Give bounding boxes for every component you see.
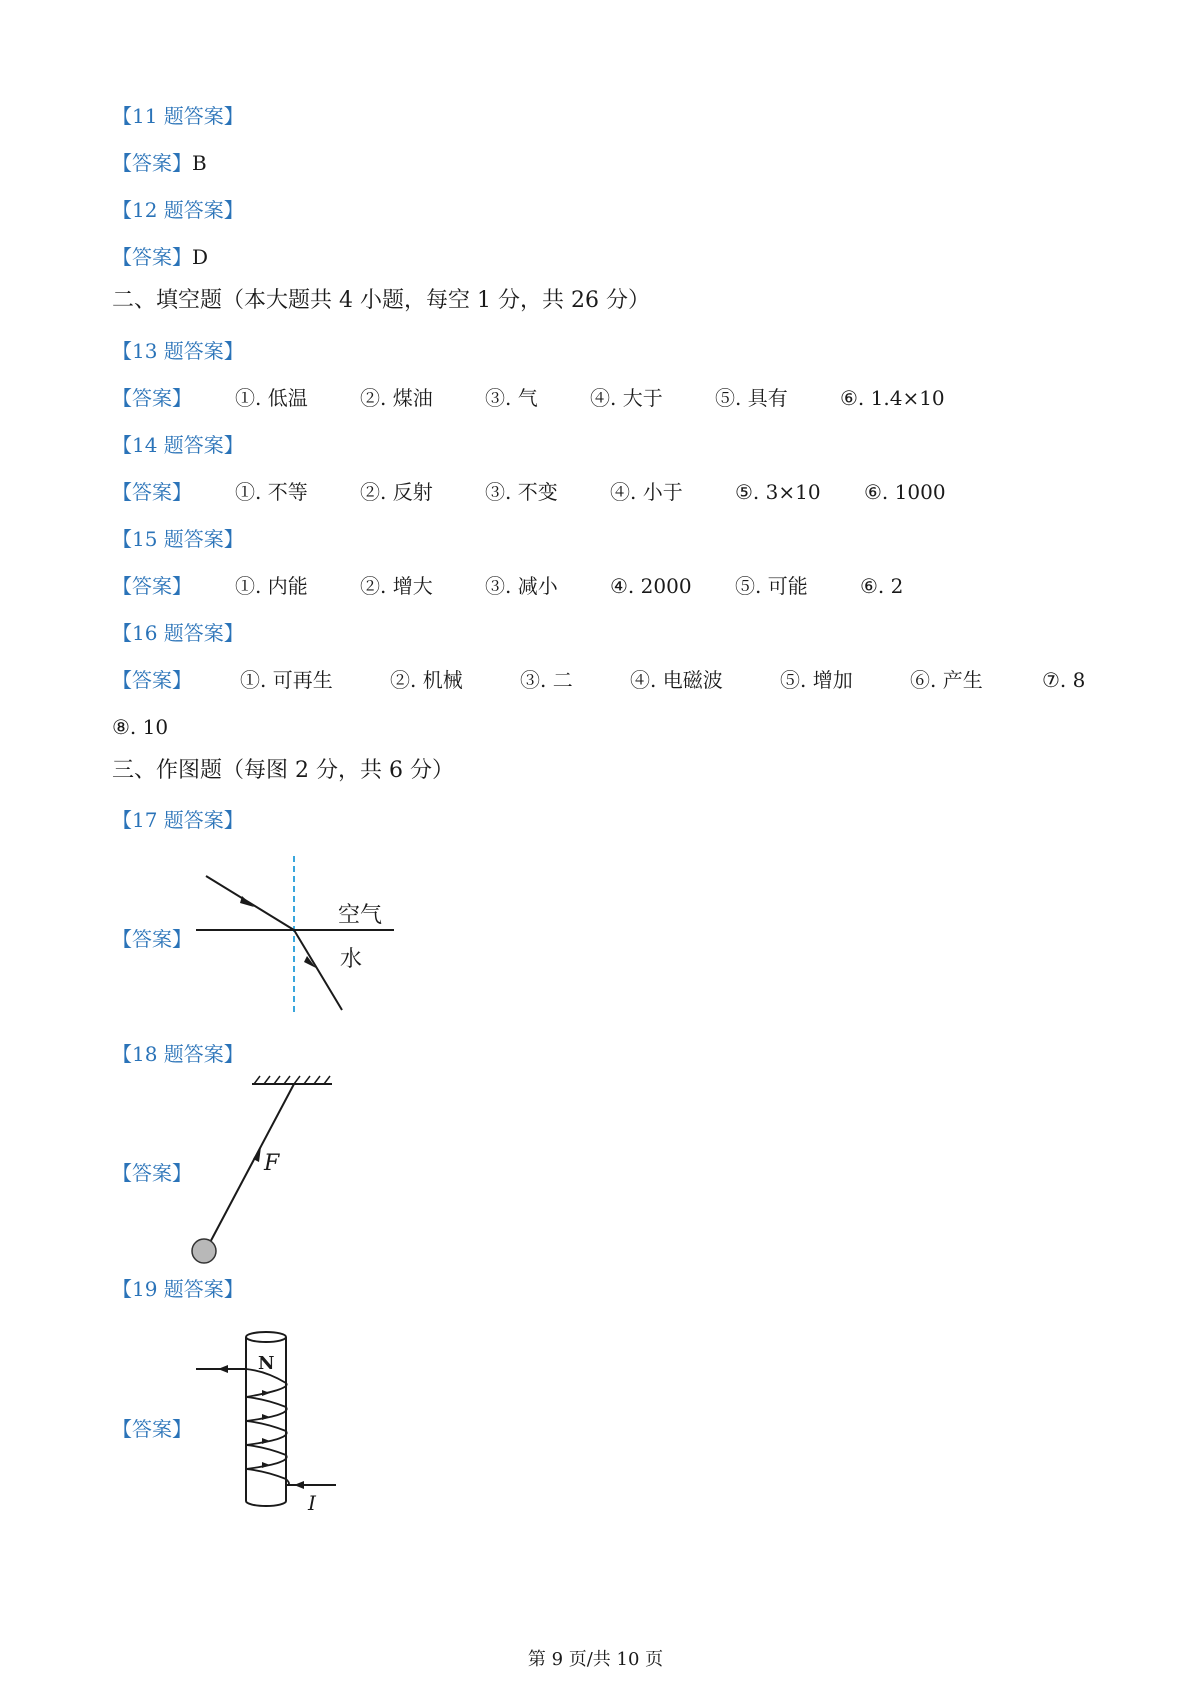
q16-header: 【16 题答案】 [112,621,244,645]
blank-answer: ②. 增大 [360,574,433,598]
air-label: 空气 [338,903,383,928]
blank-answer: ③. 不变 [485,480,558,504]
q14-header: 【14 题答案】 [112,433,244,457]
solenoid-diagram [190,1325,350,1515]
force-label: F [264,1151,280,1176]
blank-answer: ③. 二 [520,668,573,692]
refracted-ray [294,930,342,1010]
current-in-arrow [294,1481,304,1489]
core-bottom [246,1501,286,1506]
q12-header: 【12 题答案】 [112,198,244,222]
answer-value: B [192,151,207,175]
blank-answer: ①. 低温 [235,386,308,410]
blank-answer: ⑥. 1.4×10 [840,386,945,410]
coil-windings [246,1369,289,1485]
blank-answer: ⑤. 可能 [735,574,808,598]
q14-answer-row [112,478,1112,506]
q18-header: 【18 题答案】 [112,1042,244,1066]
answer-label: 【答案】 [112,574,192,598]
q19-header: 【19 题答案】 [112,1277,244,1301]
blank-answer: ③. 气 [485,386,538,410]
section-3-title: 三、作图题（每图 2 分，共 6 分） [112,758,454,783]
q17-header: 【17 题答案】 [112,808,244,832]
blank-answer: ①. 不等 [235,480,308,504]
q16-answer-row [112,666,1112,694]
core-top [246,1332,286,1342]
answer-label: 【答案】 [112,151,192,175]
blank-answer: ④. 小于 [610,480,683,504]
ball [192,1239,216,1263]
blank-answer: ④. 电磁波 [630,668,723,692]
current-out-arrow [218,1365,228,1373]
blank-answer: ④. 大于 [590,386,663,410]
answer-label: 【答案】 [112,668,192,692]
blank-answer: ①. 内能 [235,574,308,598]
blank-answer: ②. 反射 [360,480,433,504]
blank-answer: ②. 煤油 [360,386,433,410]
string-force-line [206,1084,294,1250]
answer-label: 【答案】 [112,386,192,410]
q13-answer-row [112,384,1112,412]
q15-header: 【15 题答案】 [112,527,244,551]
q12-answer-row [112,243,208,271]
north-pole-label: N [258,1353,275,1374]
blank-answer: ⑤. 具有 [715,386,788,410]
blank-answer: ⑥. 2 [860,574,904,598]
answer-value: D [192,245,209,269]
blank-answer: ⑦. 8 [1042,668,1086,692]
blank-answer: ⑤. 增加 [780,668,853,692]
water-label: 水 [340,947,363,972]
tension-force-diagram [180,1070,350,1270]
q11-answer-row [112,149,207,177]
answer-label: 【答案】 [112,927,192,951]
answer-label: 【答案】 [112,1417,192,1441]
incident-arrow [240,896,254,907]
blank-answer: ⑥. 1000 [864,480,946,504]
page-footer: 第 9 页/共 10 页 [527,1649,664,1670]
blank-answer: ②. 机械 [390,668,463,692]
q15-answer-row [112,572,1112,600]
current-label: I [308,1491,316,1515]
incident-ray [206,876,294,930]
blank-answer: ⑤. 3×10 [735,480,821,504]
answer-label: 【答案】 [112,480,192,504]
blank-answer: ④. 2000 [610,574,692,598]
answer-label: 【答案】 [112,245,192,269]
q16-answer-continued: ⑧. 10 [112,715,169,739]
q13-header: 【13 题答案】 [112,339,244,363]
blank-answer: ⑥. 产生 [910,668,983,692]
section-2-title: 二、填空题（本大题共 4 小题，每空 1 分，共 26 分） [112,288,650,313]
ceiling-hatching [254,1076,330,1084]
blank-answer: ①. 可再生 [240,668,333,692]
q11-header: 【11 题答案】 [112,104,244,128]
refraction-diagram [190,852,400,1020]
answer-label: 【答案】 [112,1161,192,1185]
blank-answer: ③. 减小 [485,574,558,598]
